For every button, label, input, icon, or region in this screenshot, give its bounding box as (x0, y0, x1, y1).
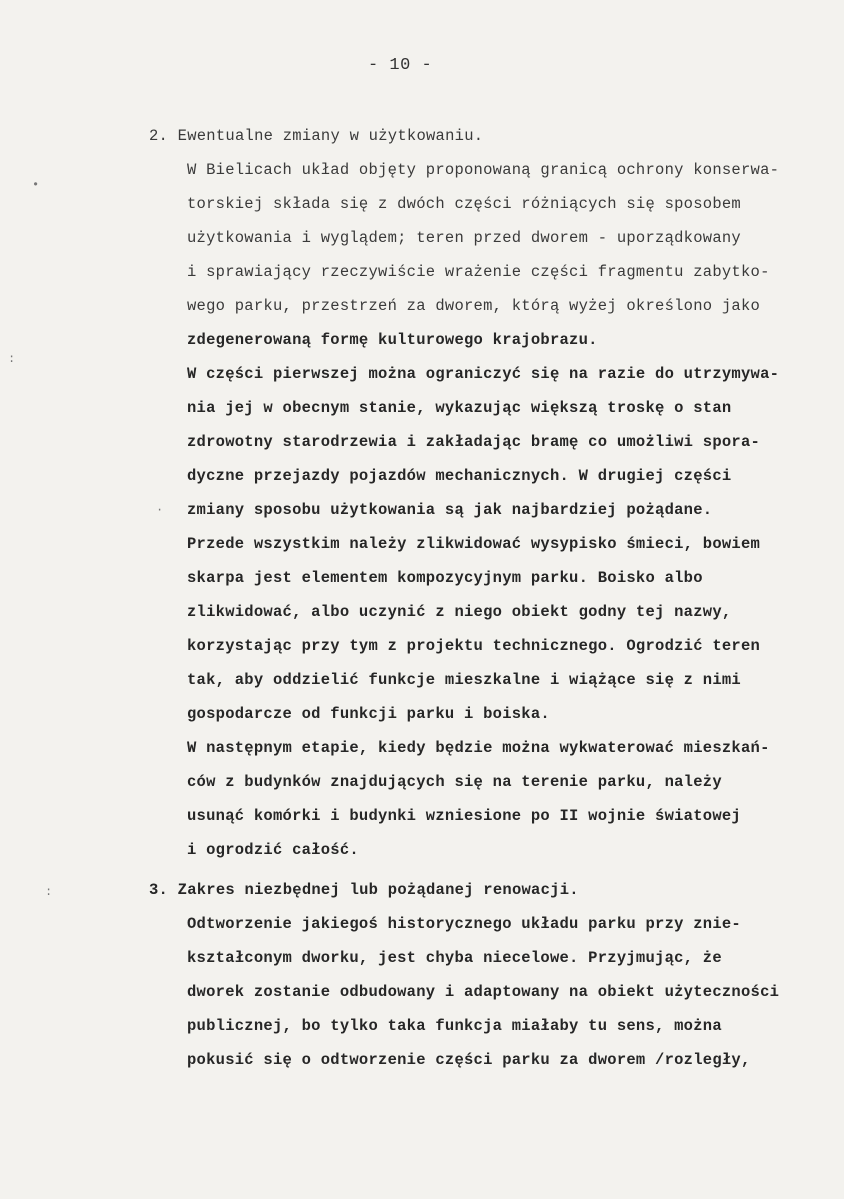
text-line: gospodarcze od funkcji parku i boiska. (187, 705, 550, 723)
text-line: i sprawiający rzeczywiście wrażenie części fragmentu zabytko- (187, 263, 770, 281)
text-line: zmiany sposobu użytkowania są jak najbardziej pożądane. (187, 501, 713, 519)
text-line: Odtworzenie jakiegoś historycznego układu parku przy znie- (187, 915, 741, 933)
margin-dot: · (156, 503, 164, 517)
text-line: i ogrodzić całość. (187, 841, 359, 859)
text-line: W następnym etapie, kiedy będzie można wykwaterować mieszkań- (187, 739, 770, 757)
section-heading-3: 3. Zakres niezbędnej lub pożądanej renowacji. (149, 881, 579, 899)
text-line: usunąć komórki i budynki wzniesione po II wojnie światowej (187, 807, 741, 825)
text-line: torskiej składa się z dwóch części różniących się sposobem (187, 195, 741, 213)
margin-dot: • (32, 178, 40, 192)
margin-dot: : (8, 352, 16, 366)
text-line: zdegenerowaną formę kulturowego krajobrazu. (187, 331, 598, 349)
text-line: zlikwidować, albo uczynić z niego obiekt godny tej nazwy, (187, 603, 732, 621)
text-line: dworek zostanie odbudowany i adaptowany na obiekt użyteczności (187, 983, 780, 1001)
text-line: dyczne przejazdy pojazdów mechanicznych. W drugiej części (187, 467, 732, 485)
text-line: korzystając przy tym z projektu technicznego. Ogrodzić teren (187, 637, 761, 655)
text-line: Przede wszystkim należy zlikwidować wysypisko śmieci, bowiem (187, 535, 761, 553)
text-line: wego parku, przestrzeń za dworem, którą wyżej określono jako (187, 297, 761, 315)
text-line: publicznej, bo tylko taka funkcja miałaby tu sens, można (187, 1017, 722, 1035)
section-heading-2: 2. Ewentualne zmiany w użytkowaniu. (149, 127, 484, 145)
text-line: skarpa jest elementem kompozycyjnym parku. Boisko albo (187, 569, 703, 587)
text-line: W Bielicach układ objęty proponowaną granicą ochrony konserwa- (187, 161, 780, 179)
text-line: nia jej w obecnym stanie, wykazując większą troskę o stan (187, 399, 732, 417)
text-line: pokusić się o odtworzenie części parku za dworem /rozległy, (187, 1051, 751, 1069)
text-line: zdrowotny starodrzewia i zakładając bramę co umożliwi spora- (187, 433, 761, 451)
text-line: użytkowania i wyglądem; teren przed dworem - uporządkowany (187, 229, 741, 247)
text-line: ców z budynków znajdujących się na terenie parku, należy (187, 773, 722, 791)
margin-dot: : (45, 885, 53, 899)
text-line: kształconym dworku, jest chyba niecelowe. Przyjmując, że (187, 949, 722, 967)
text-line: W części pierwszej można ograniczyć się na razie do utrzymywa- (187, 365, 780, 383)
page-number: - 10 - (368, 56, 433, 75)
text-line: tak, aby oddzielić funkcje mieszkalne i wiążące się z nimi (187, 671, 741, 689)
